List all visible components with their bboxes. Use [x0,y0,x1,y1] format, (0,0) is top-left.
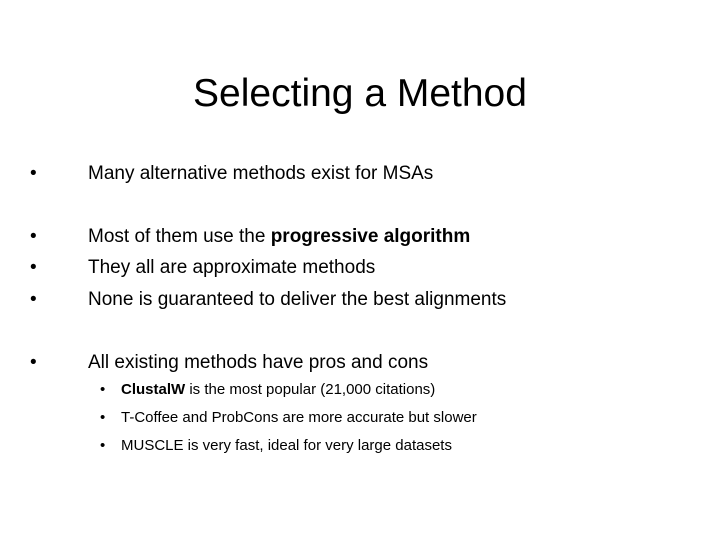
bullet-text-prefix: Most of them use the [88,226,271,247]
sub-bullet-text: T-Coffee and ProbCons are more accurate but slower [121,409,477,426]
sub-bullet-dot: • [100,381,106,398]
slide-title: Selecting a Method [193,72,527,115]
bullet-text: All existing methods have pros and cons [88,352,429,373]
sub-bullet-text [121,380,435,400]
bullet-dot: • [30,352,37,373]
sub-bullet-text-bold: ClustalW [121,381,186,398]
bullet-dot: • [30,163,37,184]
bullet-text: Many alternative methods exist for MSAs [88,163,434,184]
sub-bullet-dot: • [100,409,106,426]
bullet-text: They all are approximate methods [88,257,376,278]
bullet-text [88,225,470,249]
bullet-text-bold: progressive algorithm [270,226,471,247]
bullet-dot: • [30,257,37,278]
sub-bullet-text-suffix: is the most popular (21,000 citations) [185,381,436,398]
bullet-dot: • [30,226,37,247]
bullet-dot: • [30,289,37,310]
sub-bullet-text: MUSCLE is very fast, ideal for very large datasets [121,437,452,454]
bullet-text: None is guaranteed to deliver the best alignments [88,289,507,310]
sub-bullet-dot: • [100,437,106,454]
